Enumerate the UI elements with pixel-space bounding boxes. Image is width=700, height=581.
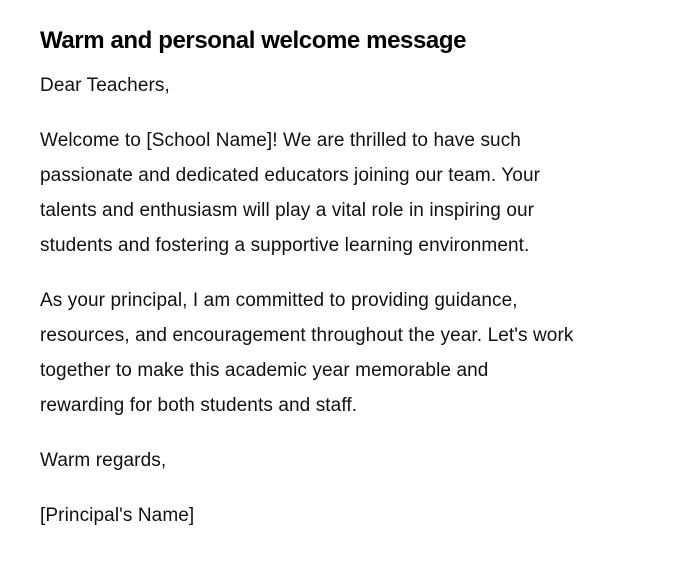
closing: Warm regards,	[40, 450, 167, 471]
paragraph-line: As your principal, I am committed to providing guidance,	[40, 290, 518, 311]
signature: [Principal's Name]	[40, 505, 195, 526]
paragraph-commitment	[40, 283, 660, 423]
paragraph-line: rewarding for both students and staff.	[40, 395, 358, 416]
paragraph-line: resources, and encouragement throughout the year. Let's work	[40, 325, 574, 346]
greeting: Dear Teachers,	[40, 75, 170, 96]
paragraph-line: passionate and dedicated educators joining our team. Your	[40, 165, 541, 186]
document-title: Warm and personal welcome message	[40, 27, 467, 54]
paragraph-line: students and fostering a supportive learning environment.	[40, 235, 530, 256]
paragraph-welcome	[40, 123, 660, 263]
paragraph-line: talents and enthusiasm will play a vital role in inspiring our	[40, 200, 535, 221]
paragraph-line: Welcome to [School Name]! We are thrilled to have such	[40, 130, 521, 151]
paragraph-line: together to make this academic year memorable and	[40, 360, 489, 381]
